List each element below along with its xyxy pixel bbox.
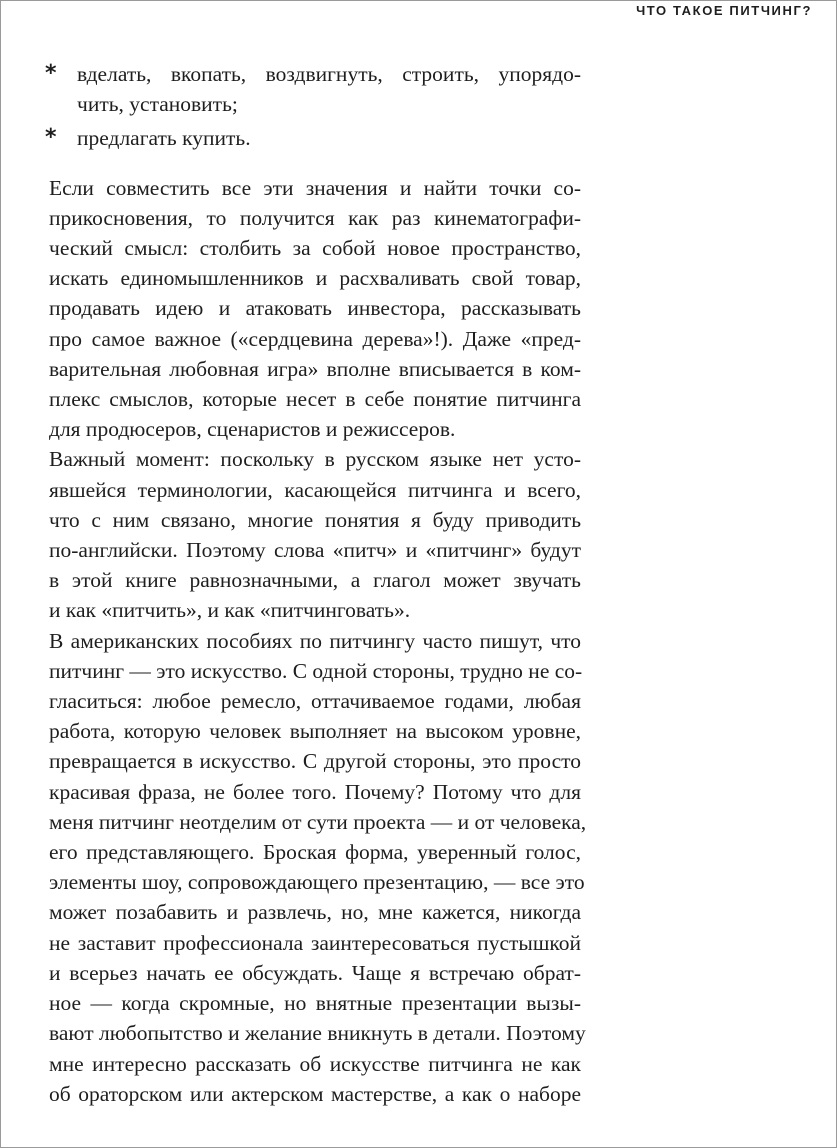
text-line: про самое важное («сердцевина дерева»!). Даже «пред- — [49, 326, 581, 351]
text-line: в этой книге равнозначными, а глагол может звучать — [49, 568, 581, 593]
text-line: ное — когда скромные, но внятные презентации вызы- — [49, 991, 581, 1016]
text-line: работа, которую человек выполняет на высоком уровне, — [49, 719, 581, 744]
text-line: элементы шоу, сопровождающего презентацию, — все это — [49, 870, 585, 895]
paragraph — [19, 626, 587, 1109]
text-line: варительная любовная игра» вполне вписывается в ком- — [49, 356, 581, 381]
bullet-item — [19, 59, 581, 119]
text-line: что с ним связано, многие понятия я буду приводить — [49, 507, 581, 532]
text-line: и как «питчить», и как «питчинговать». — [49, 598, 411, 623]
text-line: ческий смысл: столбить за собой новое пространство, — [49, 236, 581, 261]
text-line: Важный момент: поскольку в русском языке нет усто- — [49, 447, 581, 472]
paragraph — [19, 444, 581, 625]
asterisk-bullet-icon: * — [45, 125, 57, 151]
text-line: его представляющего. Броская форма, уверенный голос, — [49, 840, 581, 865]
text-line: явшейся терминологии, касающейся питчинга и всего, — [49, 477, 581, 502]
text-line: мне интересно рассказать об искусстве питчинга не как — [49, 1051, 581, 1076]
text-line: об ораторском или актерском мастерстве, а как о наборе — [49, 1081, 581, 1106]
paragraph — [19, 173, 581, 445]
text-line: плекс смыслов, которые несет в себе понятие питчинга — [49, 387, 581, 412]
text-line: не заставит профессионала заинтересоваться пустышкой — [49, 930, 581, 955]
body-text — [19, 59, 587, 1109]
asterisk-bullet-icon: * — [45, 61, 57, 86]
text-line: и всерьез начать ее обсуждать. Чаще я встречаю обрат- — [49, 960, 581, 985]
text-line: предлагать купить. — [77, 126, 251, 151]
text-line: превращается в искусство. С другой стороны, это просто — [49, 749, 581, 774]
text-line: чить, установить; — [77, 92, 238, 117]
text-line: Если совместить все эти значения и найти точки со- — [49, 175, 581, 200]
paragraphs — [19, 173, 587, 1109]
text-line: питчинг — это искусство. С одной стороны, трудно не со- — [49, 658, 583, 683]
text-line: по-английски. Поэтому слова «питч» и «питчинг» будут — [49, 538, 581, 563]
bullet-item — [19, 123, 581, 153]
text-line: прикосновения, то получится как раз кинематографи- — [49, 205, 581, 230]
text-line: меня питчинг неотделим от сути проекта — и от человека, — [49, 809, 587, 834]
text-line: может позабавить и развлечь, но, мне кажется, никогда — [49, 900, 581, 925]
text-line: гласиться: любое ремесло, оттачиваемое годами, любая — [49, 689, 581, 714]
text-line: вделать, вкопать, воздвигнуть, строить, упорядо- — [77, 62, 581, 86]
text-line: В американских пособиях по питчингу часто пишут, что — [49, 628, 581, 653]
text-line: вают любопытство и желание вникнуть в детали. Поэтому — [49, 1021, 586, 1046]
text-line: искать единомышленников и расхваливать свой товар, — [49, 266, 581, 291]
running-header: ЧТО ТАКОЕ ПИТЧИНГ? — [636, 3, 812, 18]
bullet-list — [19, 59, 581, 154]
text-line: красивая фраза, не более того. Почему? Потому что для — [49, 779, 581, 804]
text-line: для продюсеров, сценаристов и режиссеров. — [49, 417, 456, 442]
text-line: продавать идею и атаковать инвестора, рассказывать — [49, 296, 581, 321]
